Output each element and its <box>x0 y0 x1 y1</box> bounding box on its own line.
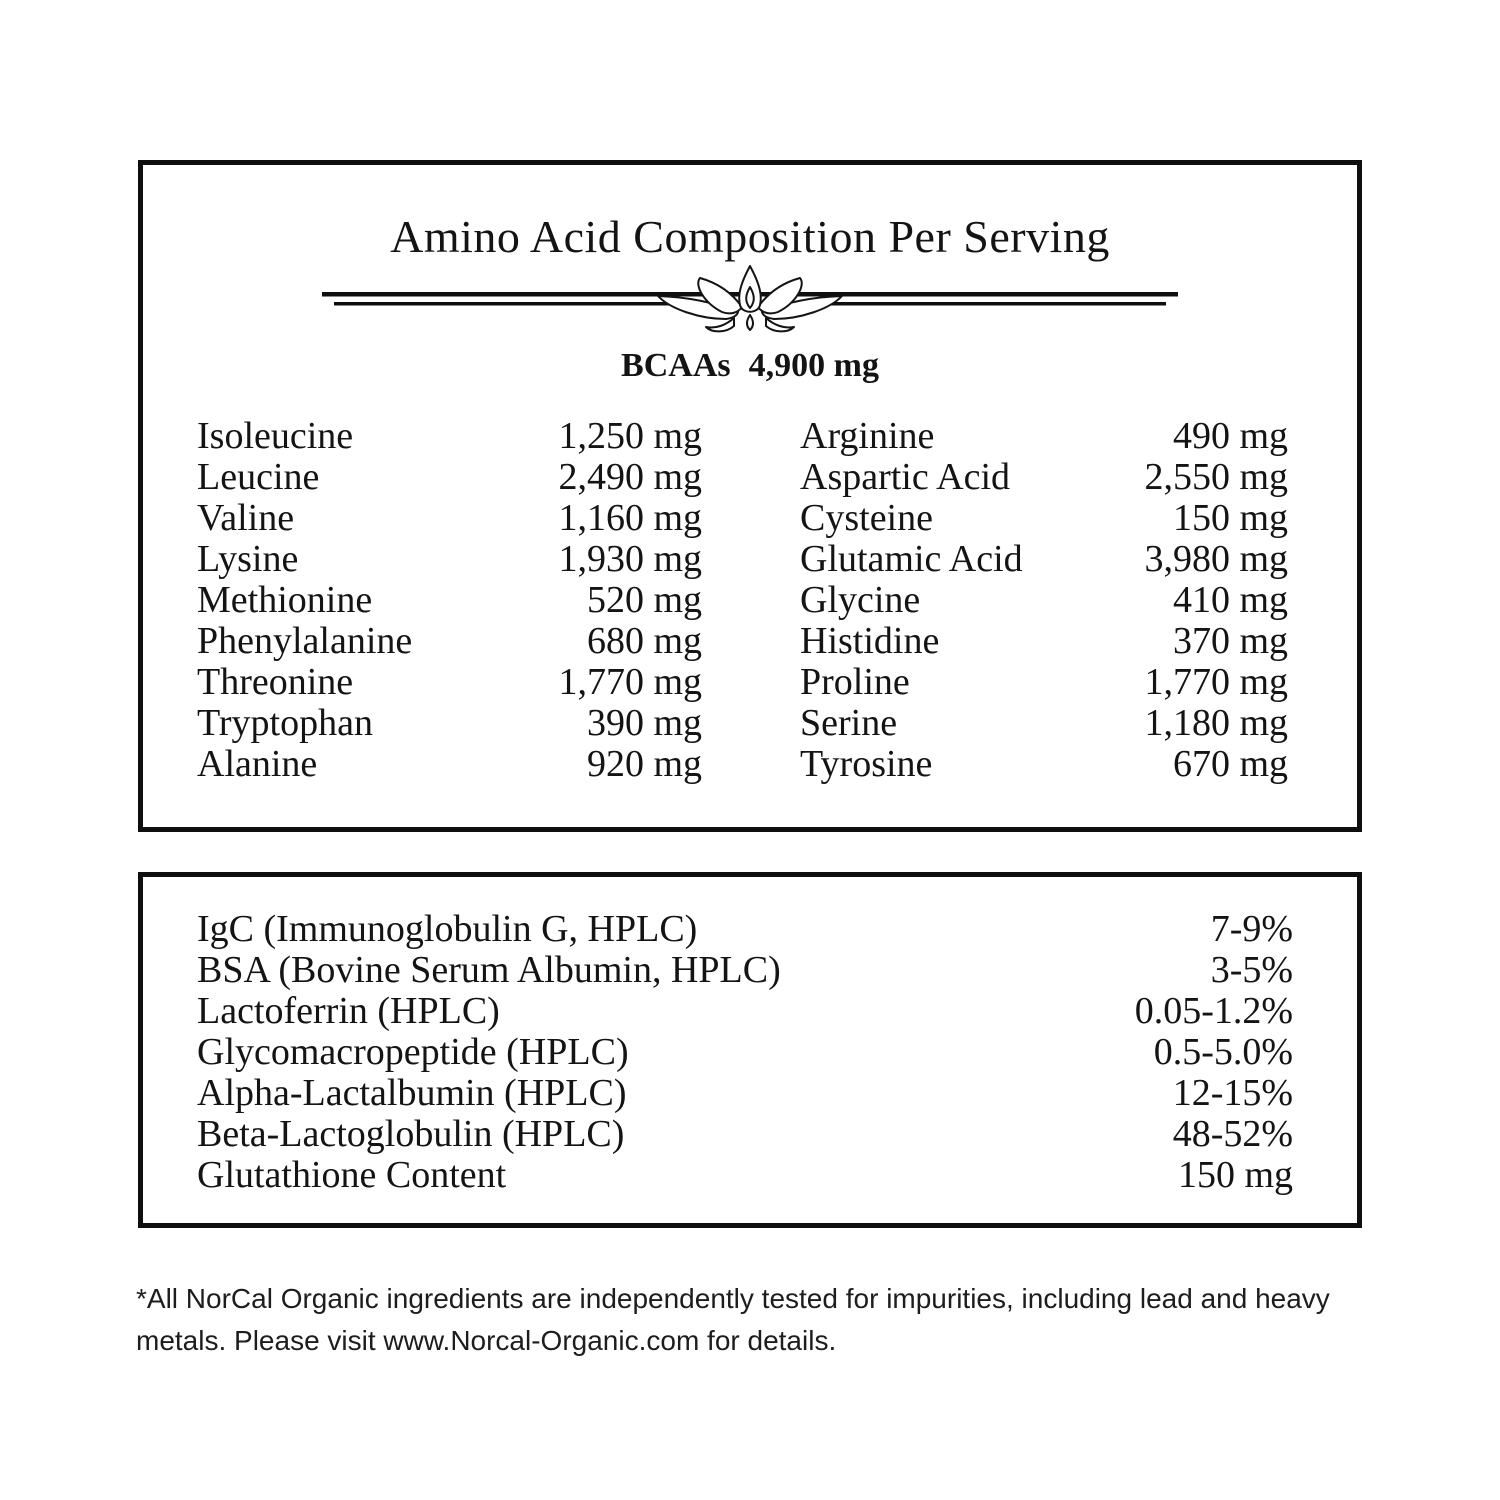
amino-amount: 390 mg <box>586 702 702 744</box>
amino-amount: 520 mg <box>586 579 702 621</box>
amino-name: Arginine <box>800 415 935 457</box>
fraction-row <box>197 991 1293 1032</box>
protein-fraction-table <box>197 909 1293 1196</box>
amino-name: Glycine <box>800 579 921 621</box>
fraction-amount: 48-52% <box>1172 1113 1293 1155</box>
footnote <box>136 1278 1376 1362</box>
amino-name: Cysteine <box>800 497 933 539</box>
amino-row <box>197 498 702 539</box>
amino-row <box>800 621 1288 662</box>
amino-name: Alanine <box>197 743 318 785</box>
fraction-amount: 3-5% <box>1210 949 1293 991</box>
amino-row <box>800 416 1288 457</box>
amino-name: Aspartic Acid <box>800 456 1011 498</box>
amino-column-right <box>800 416 1288 785</box>
amino-name: Tyrosine <box>800 743 933 785</box>
fraction-name: Alpha-Lactalbumin (HPLC) <box>197 1072 627 1114</box>
lotus-flourish-icon <box>322 263 1178 333</box>
amino-row <box>197 457 702 498</box>
protein-fraction-panel <box>138 872 1362 1228</box>
fraction-amount: 0.5-5.0% <box>1153 1031 1293 1073</box>
amino-amount: 2,550 mg <box>1144 456 1288 498</box>
amino-row <box>197 416 702 457</box>
amino-amount: 150 mg <box>1172 497 1288 539</box>
fraction-name: Glycomacropeptide (HPLC) <box>197 1031 629 1073</box>
amino-amount: 490 mg <box>1172 415 1288 457</box>
amino-row <box>197 621 702 662</box>
amino-name: Isoleucine <box>197 415 354 457</box>
amino-row <box>197 703 702 744</box>
amino-row <box>800 703 1288 744</box>
amino-amount: 920 mg <box>586 743 702 785</box>
amino-row <box>800 457 1288 498</box>
amino-amount: 2,490 mg <box>558 456 702 498</box>
amino-amount: 1,770 mg <box>1144 661 1288 703</box>
amino-amount: 3,980 mg <box>1144 538 1288 580</box>
amino-amount: 1,770 mg <box>558 661 702 703</box>
bcaa-summary <box>143 346 1357 386</box>
footnote-line-1: *All NorCal Organic ingredients are independently tested for impurities, including lead and heavy <box>136 1283 1330 1314</box>
amino-row <box>800 744 1288 785</box>
amino-amount: 1,160 mg <box>558 497 702 539</box>
amino-row <box>197 744 702 785</box>
amino-row <box>800 580 1288 621</box>
fraction-name: Glutathione Content <box>197 1154 507 1196</box>
amino-name: Valine <box>197 497 295 539</box>
amino-name: Histidine <box>800 620 940 662</box>
fraction-name: BSA (Bovine Serum Albumin, HPLC) <box>197 949 781 991</box>
fraction-amount: 12-15% <box>1172 1072 1293 1114</box>
amino-column-left <box>197 416 702 785</box>
fraction-row <box>197 950 1293 991</box>
fraction-row <box>197 1155 1293 1196</box>
amino-amount: 370 mg <box>1172 620 1288 662</box>
fraction-row <box>197 1114 1293 1155</box>
fraction-amount: 7-9% <box>1210 908 1293 950</box>
fraction-amount: 150 mg <box>1177 1154 1293 1196</box>
amino-amount: 1,930 mg <box>558 538 702 580</box>
fraction-amount: 0.05-1.2% <box>1134 990 1293 1032</box>
fraction-row <box>197 1073 1293 1114</box>
amino-amount: 410 mg <box>1172 579 1288 621</box>
amino-amount: 670 mg <box>1172 743 1288 785</box>
amino-name: Tryptophan <box>197 702 373 744</box>
amino-name: Serine <box>800 702 898 744</box>
amino-name: Glutamic Acid <box>800 538 1023 580</box>
amino-name: Methionine <box>197 579 373 621</box>
bcaa-value: 4,900 mg <box>748 347 879 384</box>
amino-row <box>197 539 702 580</box>
fraction-name: Lactoferrin (HPLC) <box>197 990 500 1032</box>
panel-title: Amino Acid Composition Per Serving <box>390 211 1110 262</box>
amino-row <box>800 498 1288 539</box>
bcaa-label: BCAAs <box>621 347 731 384</box>
amino-name: Proline <box>800 661 910 703</box>
ornament-divider <box>322 263 1178 333</box>
fraction-row <box>197 909 1293 950</box>
amino-row <box>800 662 1288 703</box>
footnote-line-2: metals. Please visit www.Norcal-Organic.com for details. <box>136 1325 837 1356</box>
amino-name: Lysine <box>197 538 299 580</box>
fraction-name: Beta-Lactoglobulin (HPLC) <box>197 1113 625 1155</box>
amino-row <box>197 580 702 621</box>
amino-amount: 680 mg <box>586 620 702 662</box>
amino-name: Leucine <box>197 456 320 498</box>
amino-row <box>800 539 1288 580</box>
fraction-row <box>197 1032 1293 1073</box>
fraction-name: IgC (Immunoglobulin G, HPLC) <box>197 908 698 950</box>
amino-amount: 1,250 mg <box>558 415 702 457</box>
amino-acid-panel <box>138 160 1362 832</box>
amino-row <box>197 662 702 703</box>
amino-name: Threonine <box>197 661 354 703</box>
amino-amount: 1,180 mg <box>1144 702 1288 744</box>
amino-name: Phenylalanine <box>197 620 413 662</box>
amino-acid-table <box>197 416 1288 785</box>
